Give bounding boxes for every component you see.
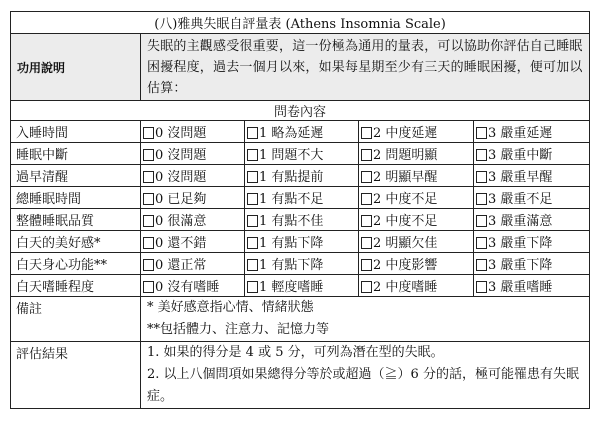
checkbox-icon[interactable]	[476, 237, 487, 249]
answer-option[interactable]	[359, 231, 474, 253]
question-row	[11, 143, 590, 165]
answer-option-label: 2 中度嗜睡	[373, 280, 438, 295]
page-title: (八)雅典失眠自評量表 (Athens Insomnia Scale)	[11, 12, 590, 34]
answer-option-label: 1 輕度嗜睡	[259, 280, 324, 295]
question-row	[11, 231, 590, 253]
answer-option-label: 3 嚴重早醒	[488, 170, 553, 185]
answer-option[interactable]	[359, 209, 474, 231]
answer-option-label: 1 問題不大	[259, 148, 324, 163]
checkbox-icon[interactable]	[476, 127, 487, 139]
question-row	[11, 253, 590, 275]
question-label: 睡眠中斷	[11, 143, 141, 165]
insomnia-scale-sheet	[10, 11, 589, 409]
checkbox-icon[interactable]	[247, 149, 258, 161]
answer-option[interactable]	[245, 187, 359, 209]
question-label: 整體睡眠品質	[11, 209, 141, 231]
answer-option[interactable]	[141, 165, 245, 187]
answer-option[interactable]	[474, 121, 590, 143]
answer-option[interactable]	[474, 253, 590, 275]
notes-label: 備註	[11, 297, 141, 342]
note-line-2: **包括體力、注意力、記憶力等	[147, 322, 330, 337]
result-line-2: 2. 以上八個問項如果總得分等於或超過（≧）6 分的話，極可能罹患有失眠症。	[147, 367, 579, 404]
answer-option[interactable]	[359, 165, 474, 187]
answer-option[interactable]	[141, 253, 245, 275]
answer-option[interactable]	[245, 121, 359, 143]
answer-option-label: 1 有點提前	[259, 170, 324, 185]
answer-option-label: 2 明顯欠佳	[373, 236, 438, 251]
function-text: 失眠的主觀感受很重要，這一份極為通用的量表，可以協助你評估自己睡眠困擾程度，過去一個月以來，如果每星期至少有三天的睡眠困擾，便可加以估算：	[141, 34, 590, 101]
question-label: 白天身心功能**	[11, 253, 141, 275]
answer-option[interactable]	[245, 253, 359, 275]
checkbox-icon[interactable]	[247, 259, 258, 271]
answer-option-label: 0 很滿意	[155, 214, 207, 229]
checkbox-icon[interactable]	[143, 237, 154, 249]
results-label: 評估結果	[11, 342, 141, 409]
checkbox-icon[interactable]	[361, 127, 372, 139]
answer-option-label: 2 中度不足	[373, 192, 438, 207]
answer-option-label: 1 有點不足	[259, 192, 324, 207]
questionnaire-header: 問卷內容	[11, 101, 590, 121]
checkbox-icon[interactable]	[247, 171, 258, 183]
answer-option-label: 1 有點下降	[259, 258, 324, 273]
answer-option-label: 2 中度影響	[373, 258, 438, 273]
answer-option[interactable]	[141, 121, 245, 143]
answer-option[interactable]	[245, 143, 359, 165]
answer-option[interactable]	[474, 143, 590, 165]
checkbox-icon[interactable]	[361, 171, 372, 183]
answer-option-label: 1 略為延遲	[259, 126, 324, 141]
answer-option[interactable]	[245, 209, 359, 231]
checkbox-icon[interactable]	[361, 259, 372, 271]
answer-option-label: 2 中度不足	[373, 214, 438, 229]
answer-option-label: 0 沒有嗜睡	[155, 280, 220, 295]
answer-option-label: 0 已足夠	[155, 192, 207, 207]
checkbox-icon[interactable]	[476, 171, 487, 183]
answer-option[interactable]	[359, 275, 474, 297]
question-label: 總睡眠時間	[11, 187, 141, 209]
answer-option[interactable]	[245, 231, 359, 253]
title-row	[11, 12, 590, 34]
question-label: 白天嗜睡程度	[11, 275, 141, 297]
checkbox-icon[interactable]	[361, 215, 372, 227]
answer-option[interactable]	[359, 187, 474, 209]
answer-option-label: 3 嚴重嗜睡	[488, 280, 553, 295]
answer-option[interactable]	[359, 143, 474, 165]
note-line-1: * 美好感意指心情、情緒狀態	[147, 300, 314, 315]
answer-option[interactable]	[141, 187, 245, 209]
checkbox-icon[interactable]	[361, 193, 372, 205]
checkbox-icon[interactable]	[247, 237, 258, 249]
checkbox-icon[interactable]	[143, 127, 154, 139]
answer-option-label: 0 還正常	[155, 258, 207, 273]
answer-option-label: 1 有點不佳	[259, 214, 324, 229]
answer-option[interactable]	[141, 143, 245, 165]
checkbox-icon[interactable]	[247, 127, 258, 139]
answer-option[interactable]	[245, 165, 359, 187]
answer-option[interactable]	[359, 253, 474, 275]
checkbox-icon[interactable]	[143, 149, 154, 161]
question-row	[11, 209, 590, 231]
checkbox-icon[interactable]	[247, 193, 258, 205]
answer-option[interactable]	[141, 275, 245, 297]
checkbox-icon[interactable]	[247, 215, 258, 227]
checkbox-icon[interactable]	[143, 193, 154, 205]
checkbox-icon[interactable]	[476, 259, 487, 271]
answer-option-label: 0 還不錯	[155, 236, 207, 251]
question-rows	[11, 121, 590, 297]
checkbox-icon[interactable]	[476, 193, 487, 205]
checkbox-icon[interactable]	[143, 215, 154, 227]
answer-option[interactable]	[474, 209, 590, 231]
checkbox-icon[interactable]	[476, 281, 487, 293]
answer-option-label: 1 有點下降	[259, 236, 324, 251]
checkbox-icon[interactable]	[143, 281, 154, 293]
checkbox-icon[interactable]	[361, 149, 372, 161]
notes-content	[141, 297, 590, 342]
answer-option-label: 3 嚴重延遲	[488, 126, 553, 141]
result-line-1: 1. 如果的得分是 4 或 5 分，可列為潛在型的失眠。	[147, 345, 444, 360]
question-row	[11, 275, 590, 297]
answer-option[interactable]	[474, 275, 590, 297]
notes-row	[11, 297, 590, 342]
answer-option[interactable]	[245, 275, 359, 297]
answer-option[interactable]	[474, 165, 590, 187]
function-label: 功用說明	[11, 34, 141, 101]
answer-option-label: 3 嚴重滿意	[488, 214, 553, 229]
answer-option-label: 0 沒問題	[155, 170, 207, 185]
checkbox-icon[interactable]	[143, 259, 154, 271]
answer-option-label: 3 嚴重下降	[488, 236, 553, 251]
question-label: 過早清醒	[11, 165, 141, 187]
checkbox-icon[interactable]	[143, 171, 154, 183]
answer-option-label: 0 沒問題	[155, 148, 207, 163]
scale-table	[10, 11, 590, 409]
checkbox-icon[interactable]	[476, 149, 487, 161]
question-row	[11, 121, 590, 143]
answer-option[interactable]	[141, 209, 245, 231]
results-content	[141, 342, 590, 409]
questionnaire-header-row	[11, 101, 590, 121]
checkbox-icon[interactable]	[476, 215, 487, 227]
answer-option-label: 3 嚴重不足	[488, 192, 553, 207]
answer-option[interactable]	[359, 121, 474, 143]
answer-option-label: 0 沒問題	[155, 126, 207, 141]
answer-option-label: 2 問題明顯	[373, 148, 438, 163]
checkbox-icon[interactable]	[361, 281, 372, 293]
checkbox-icon[interactable]	[247, 281, 258, 293]
answer-option-label: 3 嚴重下降	[488, 258, 553, 273]
question-row	[11, 187, 590, 209]
results-row	[11, 342, 590, 409]
question-label: 白天的美好感*	[11, 231, 141, 253]
answer-option[interactable]	[141, 231, 245, 253]
question-label: 入睡時間	[11, 121, 141, 143]
answer-option[interactable]	[474, 187, 590, 209]
answer-option[interactable]	[474, 231, 590, 253]
answer-option-label: 3 嚴重中斷	[488, 148, 553, 163]
answer-option-label: 2 明顯早醒	[373, 170, 438, 185]
checkbox-icon[interactable]	[361, 237, 372, 249]
function-row	[11, 34, 590, 101]
answer-option-label: 2 中度延遲	[373, 126, 438, 141]
question-row	[11, 165, 590, 187]
